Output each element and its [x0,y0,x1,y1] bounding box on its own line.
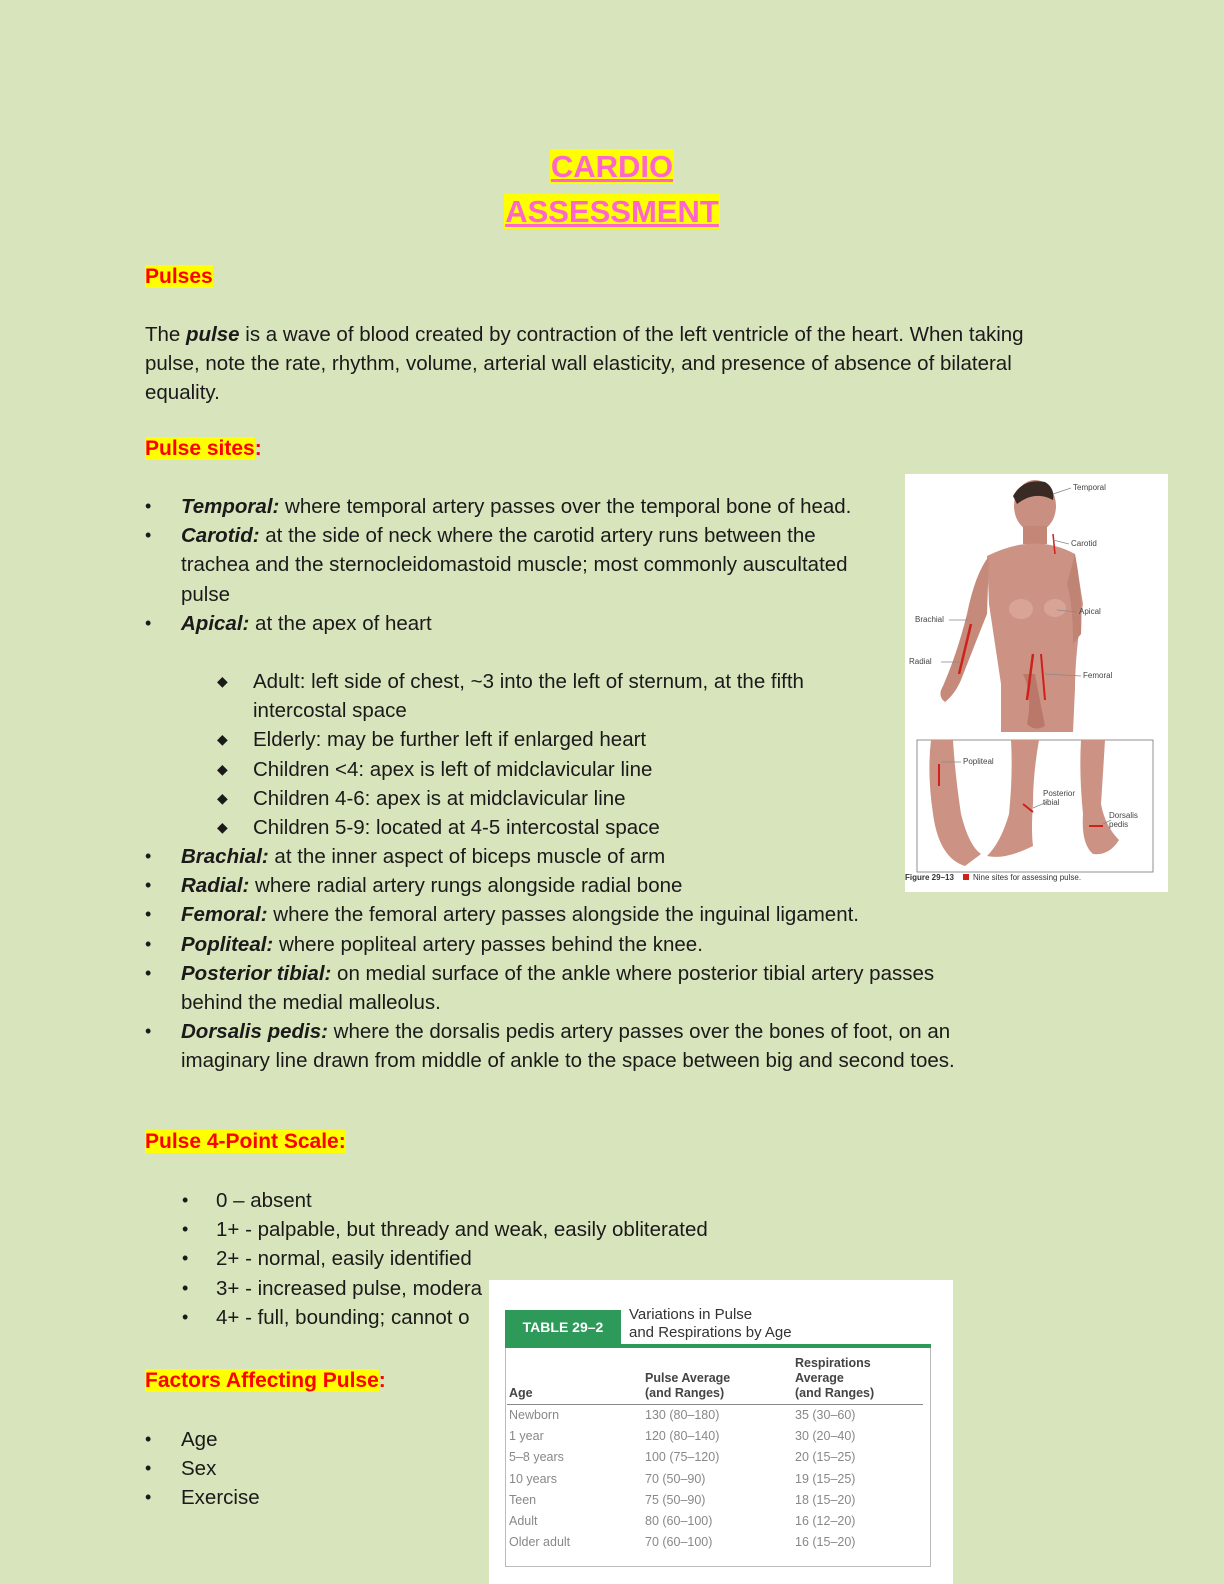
pulse-respiration-table [507,1356,923,1553]
header-respirations: Respirations Average (and Ranges) [795,1356,923,1405]
label-posterior-tibial-1: Posterior [1043,789,1076,798]
table-row: Newborn 130 (80–180) 35 (30–60) [509,1408,856,1422]
list-item: ◆ Children 5-9: located at 4-5 intercostal space [217,816,660,840]
factors-heading: Factors Affecting Pulse: [145,1369,386,1392]
table-badge: TABLE 29–2 [505,1310,621,1344]
table-row: Teen 75 (50–90) 18 (15–20) [509,1492,856,1507]
list-item: • Popliteal: where popliteal artery passes behind the knee. [145,932,703,956]
label-temporal: Temporal [1073,483,1106,492]
label-popliteal: Popliteal [963,757,994,766]
pulse-sites-list-continued [145,842,1001,1076]
list-item: • 2+ - normal, easily identified [182,1247,472,1271]
list-item: • 4+ - full, bounding; cannot o [182,1305,470,1329]
caption-marker [963,874,969,880]
list-item: • Temporal: where temporal artery passes over the temporal bone of head. [145,495,852,518]
pulse-sites-figure [905,474,1168,892]
list-item: • Posterior tibial: on medial surface of the ankle where posterior tibial artery passes behind the medial malleolus. [145,961,935,1015]
body-illustration [940,480,1083,732]
title-line-2: ASSESSMENT [505,194,719,229]
list-item: • 0 – absent [182,1189,312,1212]
list-item: • Apical: at the apex of heart [145,611,432,635]
list-item: • Femoral: where the femoral artery passes alongside the inguinal ligament. [145,903,859,927]
pulse-sites-heading: Pulse sites: [145,437,262,460]
table-row: 1 year 120 (80–140) 30 (20–40) [509,1429,856,1444]
list-item: • 3+ - increased pulse, modera [182,1276,483,1300]
pulse-term: pulse [186,323,240,346]
table-row: Adult 80 (60–100) 16 (12–20) [509,1514,856,1529]
table-row: 10 years 70 (50–90) 19 (15–25) [509,1471,856,1486]
label-femoral: Femoral [1083,671,1113,680]
label-carotid: Carotid [1071,539,1097,548]
pulse-scale-heading: Pulse 4-Point Scale: [145,1130,346,1153]
list-item: • 1+ - palpable, but thready and weak, easily obliterated [182,1218,708,1242]
header-pulse: Pulse Average (and Ranges) [645,1356,795,1405]
list-item: • Sex [145,1457,217,1481]
pulses-heading: Pulses [145,265,213,288]
title-line-1: CARDIO [550,149,674,184]
table-row: Older adult 70 (60–100) 16 (15–20) [509,1535,856,1550]
factors-list [145,1425,481,1513]
pulse-sites-list [145,492,871,638]
label-apical: Apical [1079,607,1101,616]
list-item: ◆ Elderly: may be further left if enlarged heart [217,728,647,752]
list-item: • Exercise [145,1486,260,1510]
figure-caption-number: Figure 29–13 [905,873,954,882]
figure-caption-text: Nine sites for assessing pulse. [973,873,1082,882]
label-dorsalis-2: pedis [1109,820,1129,829]
apical-sublist [217,667,873,842]
list-item: • Radial: where radial artery rungs alongside radial bone [145,874,683,898]
list-item: • Carotid: at the side of neck where the carotid artery runs between the trachea and the sternocleidomastoid muscle; most commonly auscultated pulse [145,524,848,606]
list-item: • Brachial: at the inner aspect of biceps muscle of arm [145,845,666,868]
label-posterior-tibial-2: tibial [1043,798,1060,807]
list-item: • Age [145,1428,218,1451]
list-item: • Dorsalis pedis: where the dorsalis pedis artery passes over the bones of foot, on an imaginary line drawn from middle of ankle to the space between big and second toes. [145,1020,955,1073]
header-age: Age [507,1356,645,1405]
pulse-table-figure [489,1280,953,1584]
label-radial: Radial [909,657,932,666]
table-row: 5–8 years 100 (75–120) 20 (15–25) [509,1450,856,1465]
list-item: ◆ Adult: left side of chest, ~3 into the left of sternum, at the fifth intercostal space [217,670,804,723]
label-brachial: Brachial [915,615,944,624]
intro-paragraph: The pulse is a wave of blood created by contraction of the left ventricle of the heart. When taking pulse, note the rate, rhythm, volume, arterial wall elasticity, and presence of absence of bilateral equality. [145,323,1024,404]
table-title: Variations in Pulse and Respirations by Age [629,1306,792,1341]
list-item: ◆ Children <4: apex is left of midclavicular line [217,757,653,781]
list-item: ◆ Children 4-6: apex is at midclavicular line [217,786,626,810]
label-dorsalis-1: Dorsalis [1109,811,1138,820]
